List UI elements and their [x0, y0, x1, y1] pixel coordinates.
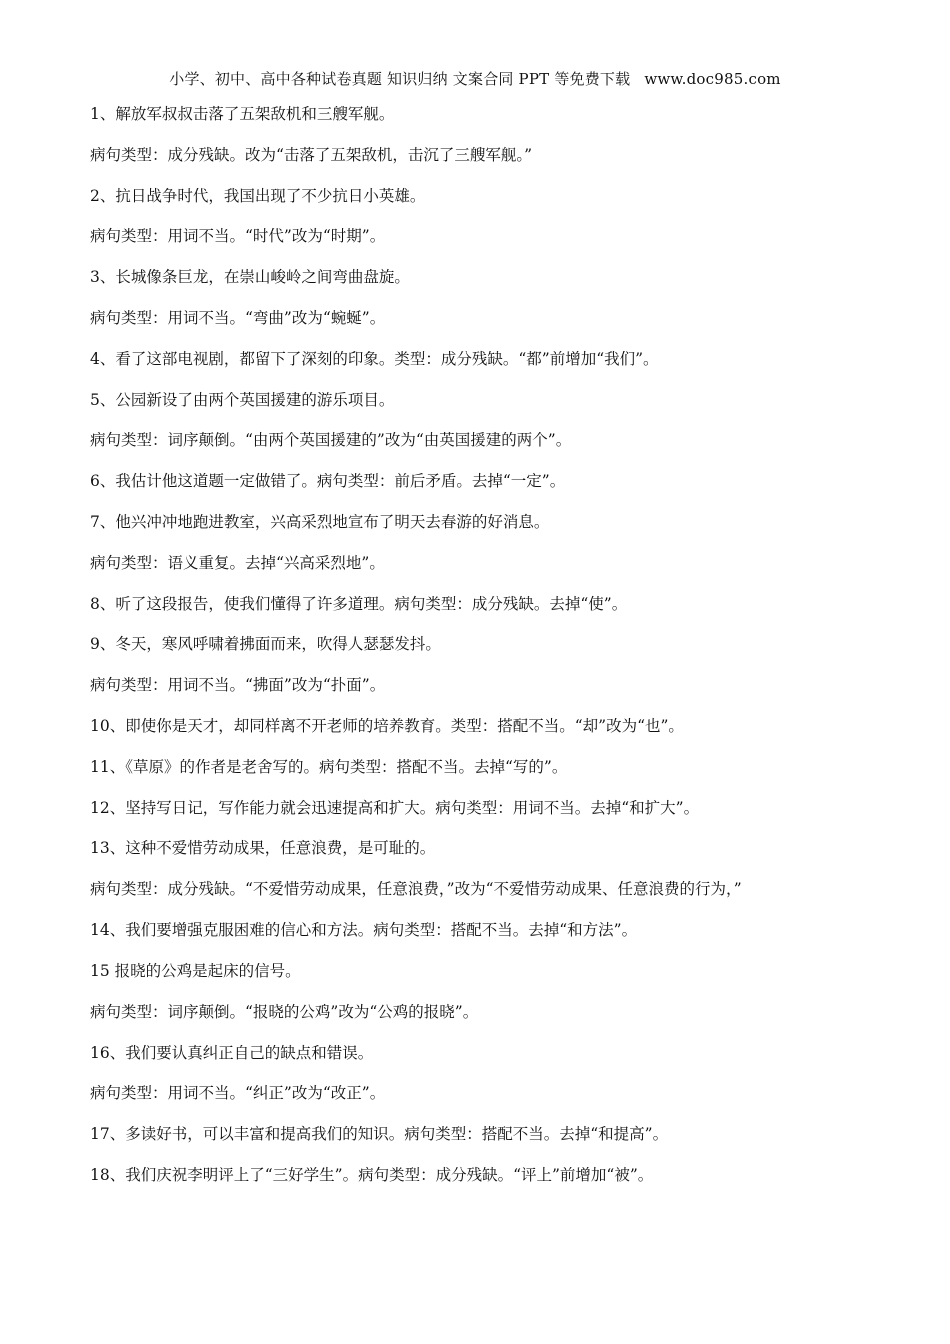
text-line: 病句类型：用词不当。“纠正”改为“改正”。 [90, 1084, 386, 1103]
text-line: 13、这种不爱惜劳动成果，任意浪费，是可耻的。 [90, 839, 436, 858]
text-line: 12、坚持写日记，写作能力就会迅速提高和扩大。病句类型：用词不当。去掉“和扩大”。 [90, 798, 700, 817]
text-line: 病句类型：词序颠倒。“报晓的公鸡”改为“公鸡的报晓”。 [90, 1002, 479, 1021]
page-header [0, 68, 950, 89]
text-line: 18、我们庆祝李明评上了“三好学生”。病句类型：成分残缺。“评上”前增加“被”。 [90, 1165, 654, 1184]
text-line: 6、我估计他这道题一定做错了。病句类型：前后矛盾。去掉“一定”。 [90, 472, 566, 491]
text-line: 病句类型：用词不当。“时代”改为“时期”。 [90, 227, 386, 246]
text-line: 病句类型：用词不当。“拂面”改为“扑面”。 [90, 676, 386, 695]
text-line: 1、解放军叔叔击落了五架敌机和三艘军舰。 [90, 105, 395, 123]
text-line: 17、多读好书，可以丰富和提高我们的知识。病句类型：搭配不当。去掉“和提高”。 [90, 1125, 669, 1144]
text-line: 病句类型：成分残缺。“不爱惜劳动成果，任意浪费，”改为“不爱惜劳动成果、任意浪费的行为，” [90, 880, 742, 899]
text-line: 16、我们要认真纠正自己的缺点和错误。 [90, 1043, 374, 1062]
text-line: 10、即使你是天才，却同样离不开老师的培养教育。类型：搭配不当。“却”改为“也”。 [90, 716, 684, 735]
text-line: 3、长城像条巨龙，在崇山峻岭之间弯曲盘旋。 [90, 268, 410, 287]
text-line: 5、公园新设了由两个英国援建的游乐项目。 [90, 390, 395, 409]
text-line: 14、我们要增强克服困难的信心和方法。病句类型：搭配不当。去掉“和方法”。 [90, 921, 638, 940]
text-line: 病句类型：用词不当。“弯曲”改为“蜿蜒”。 [90, 308, 386, 327]
text-line: 11、《草原》的作者是老舍写的。病句类型：搭配不当。去掉“写的”。 [90, 757, 568, 776]
text-line: 2、抗日战争时代，我国出现了不少抗日小英雄。 [90, 186, 426, 205]
header-site: www.doc985.com [644, 70, 781, 88]
text-line: 病句类型：词序颠倒。“由两个英国援建的”改为“由英国援建的两个”。 [90, 431, 572, 450]
document-body [90, 104, 860, 1206]
text-line: 9、冬天，寒风呼啸着拂面而来，吹得人瑟瑟发抖。 [90, 635, 441, 654]
header-text: 小学、初中、高中各种试卷真题 知识归纳 文案合同 PPT 等免费下载 [169, 70, 631, 88]
text-line: 15 报晓的公鸡是起床的信号。 [90, 961, 301, 980]
text-line: 病句类型：语义重复。去掉“兴高采烈地”。 [90, 553, 385, 572]
text-line: 8、听了这段报告，使我们懂得了许多道理。病句类型：成分残缺。去掉“使”。 [90, 594, 628, 613]
text-line: 7、他兴冲冲地跑进教室，兴高采烈地宣布了明天去春游的好消息。 [90, 512, 550, 531]
text-line: 病句类型：成分残缺。改为“击落了五架敌机，击沉了三艘军舰。” [90, 145, 533, 164]
text-line: 4、看了这部电视剧，都留下了深刻的印象。类型：成分残缺。“都”前增加“我们”。 [90, 349, 659, 368]
